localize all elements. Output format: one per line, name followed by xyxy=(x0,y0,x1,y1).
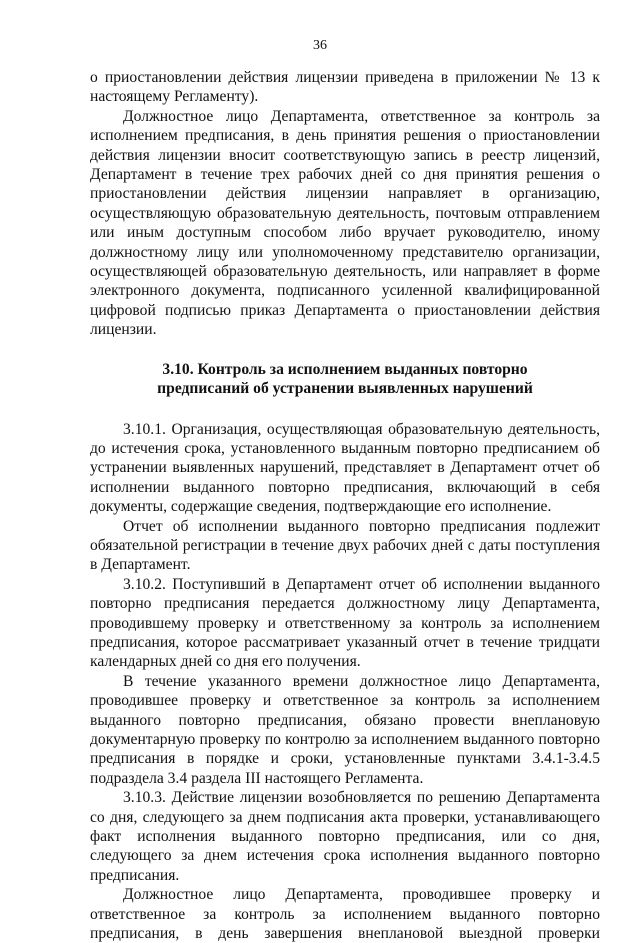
paragraph-official-duties: Должностное лицо Департамента, проводившее проверку и ответственное за контроль за исполнением выданного повторно предписания, в день завершения внеплановой выездной проверки xyxy=(90,886,600,943)
paragraph-3-10-2: 3.10.2. Поступивший в Департамент отчет об исполнении выданного повторно предписания передается должностному лицу Департамента, проводившему проверку и ответственному за контроль за исполнением предписания, которое рассматривает указанный отчет в течение тридцати календарных дней со дня его получения. xyxy=(90,575,600,671)
page-number: 36 xyxy=(313,38,327,53)
paragraph-continuation: о приостановлении действия лицензии приведена в приложении № 13 к настоящему Регламенту). xyxy=(90,69,600,106)
page-content xyxy=(90,68,600,943)
section-heading-line-2: предписаний об устранении выявленных нарушений xyxy=(157,380,533,398)
section-heading-line-1: 3.10. Контроль за исполнением выданных повторно xyxy=(162,360,528,378)
paragraph-3-10-3: 3.10.3. Действие лицензии возобновляется по решению Департамента со дня, следующего за днем подписания акта проверки, устанавливающего факт исполнения выданного повторно предписания, или со дня, следующего за днем истечения срока исполнения выданного повторно предписания. xyxy=(90,789,600,884)
paragraph-unscheduled-inspection: В течение указанного времени должностное лицо Департамента, проводившее проверку и ответственное за контроль за исполнением выданного повторно предписания, обязано провести внеплановую документарную проверку по контролю за исполнением выданного повторно предписания в порядке и сроки, установленные пунктами 3.4.1-3.4.5 подраздела 3.4 раздела III настоящего Регламента. xyxy=(90,672,600,787)
paragraph-3-10-1: 3.10.1. Организация, осуществляющая образовательную деятельность, до истечения срока, установленного выданным повторно предписанием об устранении выявленных нарушений, представляет в Департамент отчет об исполнении выданного повторно предписания, включающий в себя документы, содержащие сведения, подтверждающие его исполнение. xyxy=(90,420,600,516)
paragraph-license-suspension-record: Должностное лицо Департамента, ответственное за контроль за исполнением предписания, в день принятия решения о приостановлении действия лицензии вносит соответствующую запись в реестр лицензий, Департамент в течение трех рабочих дней со дня принятия решения о приостановлении действия лицензии направляет в организацию, осуществляющую образовательную деятельность, почтовым отправлением или иным доступным способом либо вручает руководителю, иному должностному лицу или уполномоченному представителю организации, осуществляющей образовательную деятельность, или направляет в форме электронного документа, подписанного усиленной квалифицированной цифровой подписью приказ Департамента о приостановлении действия лицензии. xyxy=(90,107,600,339)
section-heading xyxy=(90,360,600,399)
paragraph-report-registration: Отчет об исполнении выданного повторно предписания подлежит обязательной регистрации в течение двух рабочих дней с даты поступления в Департамент. xyxy=(90,517,600,574)
